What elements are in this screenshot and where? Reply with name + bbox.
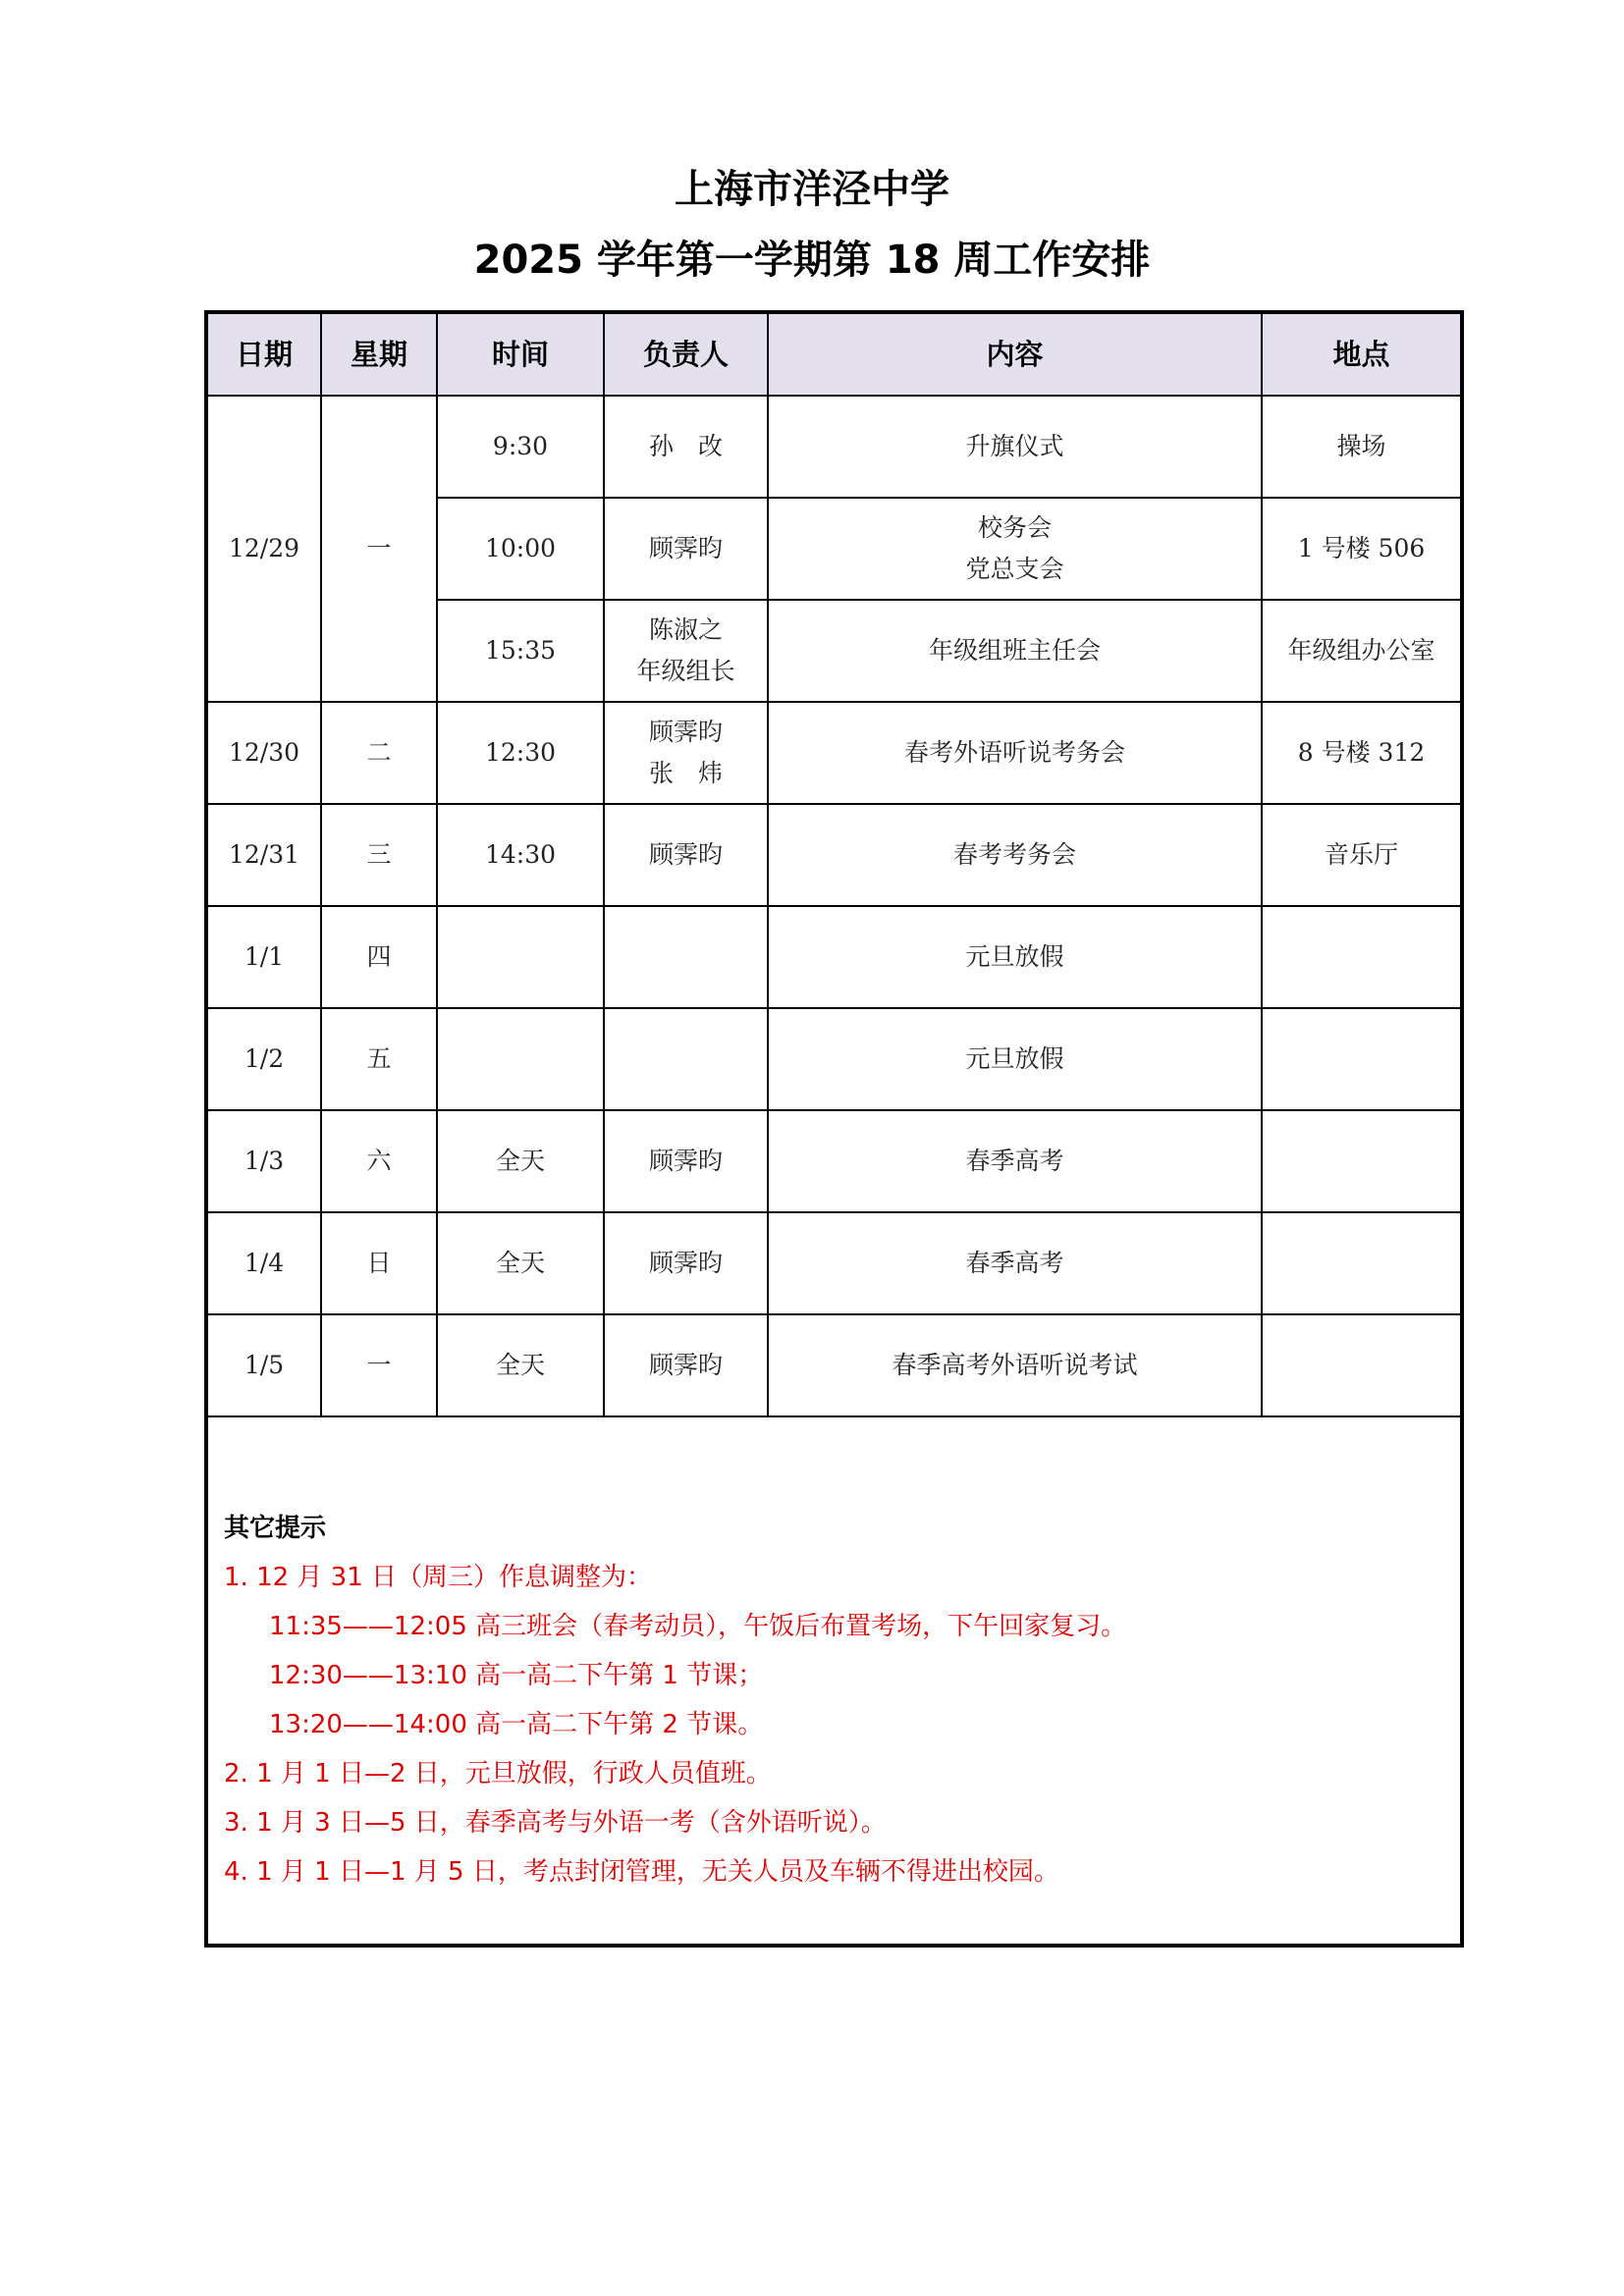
cell-time — [437, 1008, 604, 1110]
cell-time — [437, 906, 604, 1008]
page-subtitle: 2025 学年第一学期第 18 周工作安排 — [473, 238, 1151, 283]
table-row — [208, 702, 1460, 804]
cell-person-line: 陈淑之 — [648, 615, 723, 644]
note-item: 13:20——14:00 高一高二下午第 2 节课。 — [269, 1710, 764, 1739]
header-location: 地点 — [1262, 314, 1460, 396]
cell-person — [604, 804, 768, 906]
header-content: 内容 — [768, 314, 1262, 396]
cell-content-line: 春季高考外语听说考试 — [892, 1351, 1138, 1379]
cell-content — [768, 1314, 1262, 1416]
cell-date: 12/30 — [208, 702, 321, 804]
cell-time: 10:00 — [437, 498, 604, 600]
cell-location — [1262, 906, 1460, 1008]
cell-content — [768, 804, 1262, 906]
cell-weekday: 四 — [321, 906, 437, 1008]
cell-content — [768, 600, 1262, 702]
cell-date: 1/4 — [208, 1212, 321, 1314]
cell-person — [604, 1110, 768, 1212]
cell-person-line: 顾霁昀 — [648, 1249, 723, 1277]
cell-weekday: 二 — [321, 702, 437, 804]
table-row — [208, 1314, 1460, 1416]
cell-content-line: 元旦放假 — [965, 1044, 1064, 1073]
header-date: 日期 — [208, 314, 321, 396]
cell-weekday: 一 — [321, 1314, 437, 1416]
cell-person-line: 顾霁昀 — [648, 718, 723, 746]
note-item: 11:35——12:05 高三班会（春考动员），午饭后布置考场，下午回家复习。 — [269, 1612, 1127, 1641]
cell-date: 1/3 — [208, 1110, 321, 1212]
notes-title: 其它提示 — [224, 1514, 327, 1543]
note-item: 12:30——13:10 高一高二下午第 1 节课； — [269, 1661, 764, 1690]
table-row — [208, 804, 1460, 906]
cell-location: 8 号楼 312 — [1262, 702, 1460, 804]
cell-content-line: 年级组班主任会 — [928, 636, 1101, 665]
cell-weekday: 五 — [321, 1008, 437, 1110]
cell-location — [1262, 1008, 1460, 1110]
note-item: 1. 12 月 31 日（周三）作息调整为： — [224, 1563, 653, 1592]
cell-time: 全天 — [437, 1110, 604, 1212]
table-header-row — [208, 314, 1460, 396]
cell-content-line: 党总支会 — [965, 555, 1064, 583]
cell-date: 12/31 — [208, 804, 321, 906]
cell-date: 1/5 — [208, 1314, 321, 1416]
cell-location: 音乐厅 — [1262, 804, 1460, 906]
cell-content-line: 春考外语听说考务会 — [903, 738, 1125, 767]
table-row — [208, 1008, 1460, 1110]
table-row — [208, 1212, 1460, 1314]
cell-location — [1262, 1110, 1460, 1212]
cell-person-line: 顾霁昀 — [648, 534, 723, 562]
cell-person — [604, 600, 768, 702]
cell-person-line: 顾霁昀 — [648, 840, 723, 869]
cell-person-line: 顾霁昀 — [648, 1351, 723, 1379]
cell-person — [604, 1314, 768, 1416]
table-row — [208, 1110, 1460, 1212]
cell-time: 全天 — [437, 1314, 604, 1416]
cell-time: 9:30 — [437, 396, 604, 498]
cell-person-line: 顾霁昀 — [648, 1147, 723, 1175]
cell-date: 12/29 — [208, 396, 321, 702]
cell-location: 年级组办公室 — [1262, 600, 1460, 702]
cell-weekday: 六 — [321, 1110, 437, 1212]
cell-content — [768, 906, 1262, 1008]
cell-content-line: 春季高考 — [965, 1249, 1064, 1277]
cell-weekday: 日 — [321, 1212, 437, 1314]
cell-content — [768, 1212, 1262, 1314]
cell-date: 1/2 — [208, 1008, 321, 1110]
cell-content-line: 春考考务会 — [952, 840, 1076, 869]
cell-content-line: 元旦放假 — [965, 942, 1064, 971]
note-item: 2. 1 月 1 日—2 日，元旦放假，行政人员值班。 — [224, 1759, 772, 1789]
header-person: 负责人 — [604, 314, 768, 396]
cell-person-line: 孙 改 — [648, 432, 723, 460]
cell-content — [768, 702, 1262, 804]
cell-content — [768, 1008, 1262, 1110]
cell-content-line: 升旗仪式 — [965, 432, 1064, 460]
cell-person — [604, 498, 768, 600]
cell-time: 15:35 — [437, 600, 604, 702]
cell-content — [768, 1110, 1262, 1212]
cell-person-line: 年级组长 — [636, 657, 735, 685]
cell-location — [1262, 1212, 1460, 1314]
cell-location — [1262, 1314, 1460, 1416]
note-item: 3. 1 月 3 日—5 日，春季高考与外语一考（含外语听说）。 — [224, 1808, 887, 1838]
cell-weekday: 一 — [321, 396, 437, 702]
cell-content-line: 校务会 — [977, 513, 1052, 542]
table-row — [208, 396, 1460, 498]
cell-time: 全天 — [437, 1212, 604, 1314]
schedule-table — [208, 314, 1460, 1417]
cell-person — [604, 702, 768, 804]
page-title: 上海市洋泾中学 — [675, 167, 949, 212]
cell-person — [604, 1212, 768, 1314]
cell-content — [768, 498, 1262, 600]
cell-content-line: 春季高考 — [965, 1147, 1064, 1175]
notes-section — [224, 1504, 1441, 1896]
schedule-sheet — [204, 310, 1464, 1948]
cell-weekday: 三 — [321, 804, 437, 906]
cell-location: 操场 — [1262, 396, 1460, 498]
cell-location: 1 号楼 506 — [1262, 498, 1460, 600]
cell-person — [604, 1008, 768, 1110]
cell-time: 12:30 — [437, 702, 604, 804]
cell-content — [768, 396, 1262, 498]
cell-person — [604, 906, 768, 1008]
table-row — [208, 906, 1460, 1008]
cell-person — [604, 396, 768, 498]
cell-time: 14:30 — [437, 804, 604, 906]
cell-person-line: 张 炜 — [648, 759, 723, 787]
header-weekday: 星期 — [321, 314, 437, 396]
header-time: 时间 — [437, 314, 604, 396]
note-item: 4. 1 月 1 日—1 月 5 日，考点封闭管理，无关人员及车辆不得进出校园。 — [224, 1857, 1059, 1887]
cell-date: 1/1 — [208, 906, 321, 1008]
